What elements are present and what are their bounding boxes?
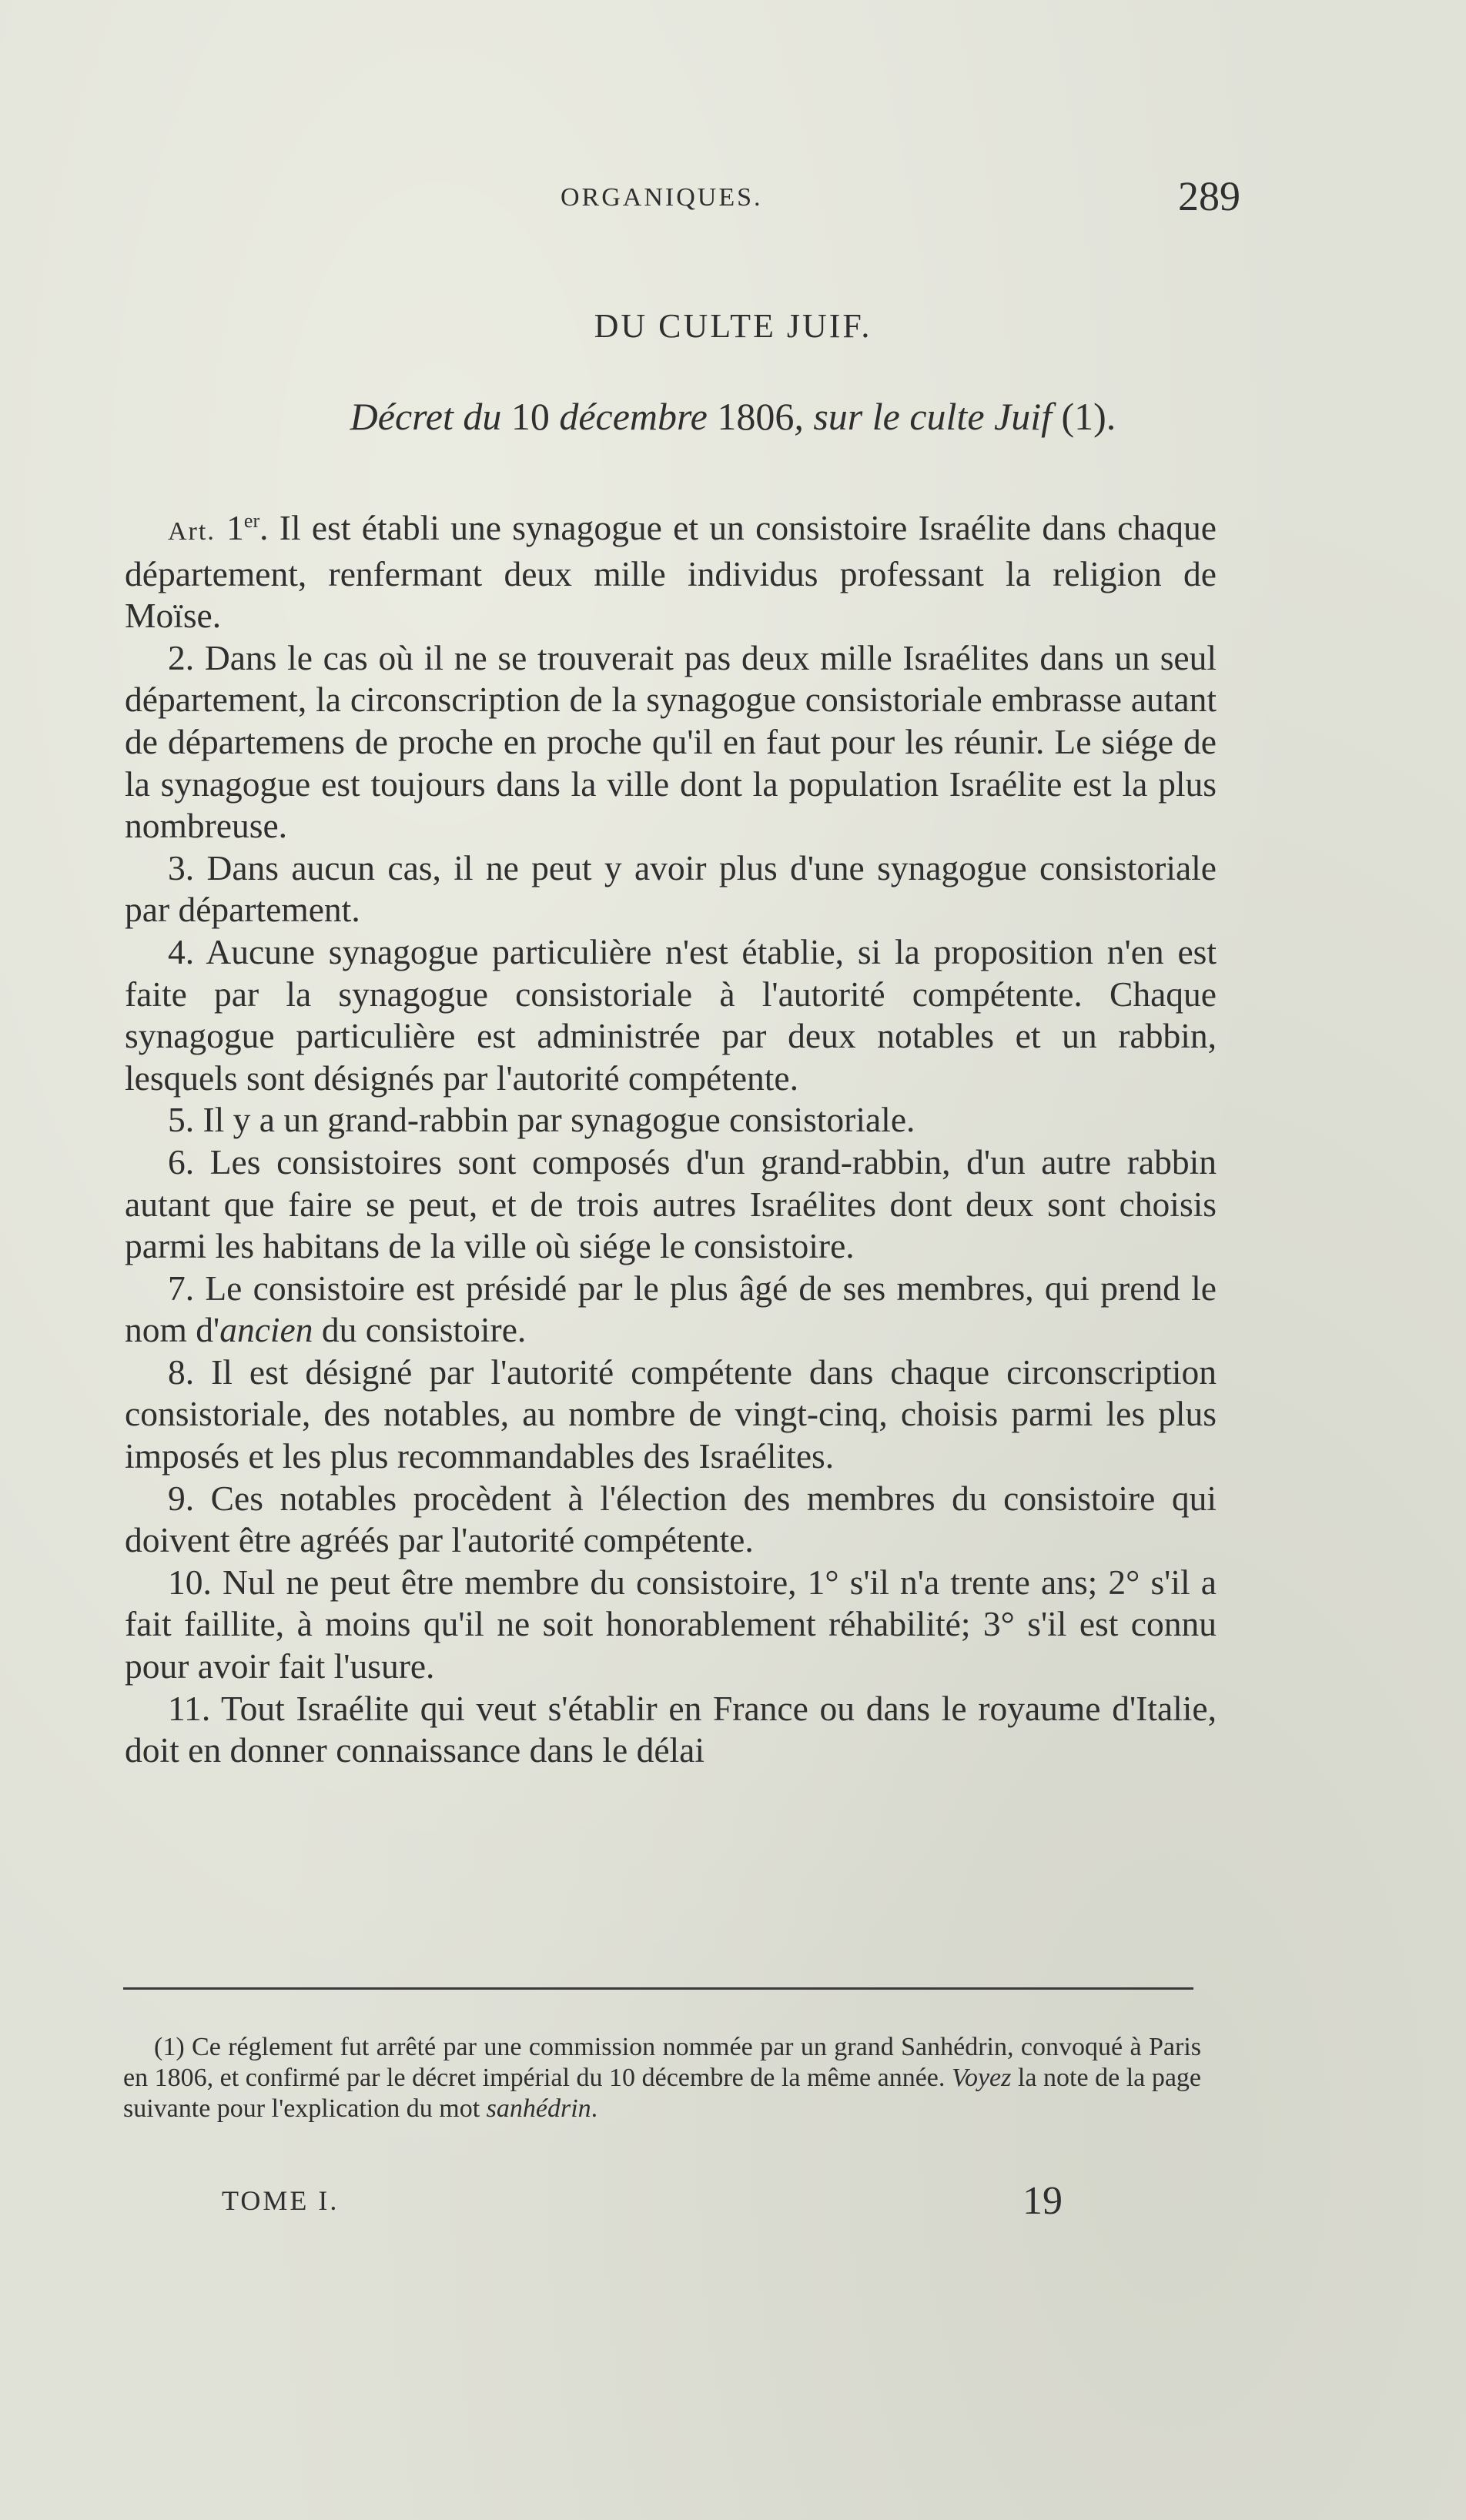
article-number: 10 bbox=[168, 1562, 203, 1602]
article-text: . Les consistoires sont composés d'un grand-rabbin, d'un autre rabbin autant que faire se peut, et de trois autres Israélites dont deux sont choisis parmi les habitans de la ville où siége le consistoire. bbox=[125, 1141, 1217, 1266]
article-number: 8 bbox=[168, 1352, 186, 1392]
article-text: . Aucune synagogue particulière n'est établie, si la proposition n'en est faite par la synagogue consistoriale à l'autorité compétente. Chaque synagogue particulière est administrée par deux notables et un rabbin, lesquels sont désignés par l'autorité compétente. bbox=[125, 931, 1217, 1098]
article-number: 4 bbox=[168, 931, 186, 971]
article-number: 7 bbox=[168, 1268, 186, 1308]
footnote-text: la note de la page suivante pour l'explication du mot bbox=[123, 2064, 1201, 2123]
article-3 bbox=[125, 847, 1217, 931]
signature-mark: 19 bbox=[1023, 2179, 1063, 2223]
article-text: . Il est désigné par l'autorité compétente dans chaque circonscription consistoriale, des notables, au nombre de vingt-cinq, choisis parmi les plus imposés et les plus recommandables des Israélites. bbox=[125, 1352, 1217, 1476]
article-2 bbox=[125, 637, 1217, 847]
decree-title-day: 10 bbox=[510, 395, 550, 438]
article-number: 9 bbox=[168, 1478, 186, 1518]
article-1 bbox=[125, 500, 1217, 637]
decree-title-part: , sur le culte Juif bbox=[794, 395, 1062, 438]
article-number: 5 bbox=[168, 1100, 186, 1140]
section-title: DU CULTE JUIF. bbox=[594, 307, 872, 345]
footnote-reference: (1). bbox=[1061, 395, 1116, 438]
footnote-italic-term: sanhédrin bbox=[486, 2094, 591, 2123]
article-text: . Dans le cas où il ne se trouverait pas deux mille Israélites dans un seul département, la circonscription de la synagogue consistoriale embrasse autant de départemens de proche en proche qu'il en faut pour les réunir. Le siége de la synagogue est toujours dans la ville dont la population Israélite est la plus nombreuse. bbox=[125, 637, 1217, 846]
article-4 bbox=[125, 931, 1217, 1099]
decree-title-part: décembre bbox=[549, 395, 718, 438]
article-9 bbox=[125, 1478, 1217, 1562]
article-6 bbox=[125, 1141, 1217, 1268]
page-footer bbox=[0, 2179, 1466, 2231]
footnote bbox=[123, 2032, 1201, 2124]
article-text: . Tout Israélite qui veut s'établir en France ou dans le royaume d'Italie, doit en donner connaissance dans le délai bbox=[125, 1688, 1217, 1770]
footnote-text: . bbox=[591, 2094, 598, 2123]
decree-title-year: 1806 bbox=[717, 395, 795, 438]
article-text: . Il y a un grand-rabbin par synagogue consistoriale. bbox=[185, 1100, 915, 1140]
article-text: . Il est établi une synagogue et un consistoire Israélite dans chaque département, renfermant deux mille individus professant la religion de Moïse. bbox=[125, 508, 1217, 636]
article-text: . Dans aucun cas, il ne peut y avoir plus d'une synagogue consistoriale par département. bbox=[125, 847, 1217, 930]
article-list bbox=[125, 500, 1217, 1772]
footnote-paragraph bbox=[123, 2032, 1201, 2124]
decree-title-part: Décret du bbox=[350, 395, 511, 438]
footnote-divider bbox=[123, 1987, 1193, 1990]
article-text: . Le consistoire est présidé par le plus âgé de ses membres, qui prend le nom d' bbox=[125, 1268, 1217, 1350]
running-head: ORGANIQUES. bbox=[561, 183, 763, 212]
article-number: 2 bbox=[168, 637, 186, 677]
article-number-superscript: er bbox=[243, 510, 260, 532]
article-number: 11 bbox=[168, 1688, 202, 1728]
article-5 bbox=[125, 1099, 1217, 1141]
article-number: 3 bbox=[168, 847, 186, 887]
footnote-italic: Voyez bbox=[951, 2064, 1012, 2092]
article-text: . Ces notables procèdent à l'élection des membres du consistoire qui doivent être agréés par l'autorité compétente. bbox=[125, 1478, 1217, 1560]
article-number: 1 bbox=[215, 508, 244, 547]
article-number: 6 bbox=[168, 1141, 186, 1181]
footnote-text: (1) Ce réglement fut arrêté par une commission nommée par un grand Sanhédrin, convoqué à Paris en 1806, et confirmé par le décret impérial du 10 décembre de la même année. bbox=[123, 2033, 1201, 2092]
page-number: 289 bbox=[1178, 173, 1240, 219]
article-text: du consistoire. bbox=[313, 1310, 527, 1350]
volume-label: TOME I. bbox=[222, 2185, 340, 2216]
article-label: Art. bbox=[168, 517, 216, 546]
page-header bbox=[0, 173, 1466, 229]
article-11 bbox=[125, 1688, 1217, 1772]
article-8 bbox=[125, 1352, 1217, 1478]
article-text: . Nul ne peut être membre du consistoire, 1° s'il n'a trente ans; 2° s'il a fait faillite, à moins qu'il ne soit honorablement réhabilité; 3° s'il est connu pour avoir fait l'usure. bbox=[125, 1562, 1217, 1686]
article-italic-term: ancien bbox=[219, 1310, 313, 1350]
decree-title bbox=[0, 394, 1466, 439]
article-7 bbox=[125, 1268, 1217, 1352]
article-10 bbox=[125, 1562, 1217, 1688]
